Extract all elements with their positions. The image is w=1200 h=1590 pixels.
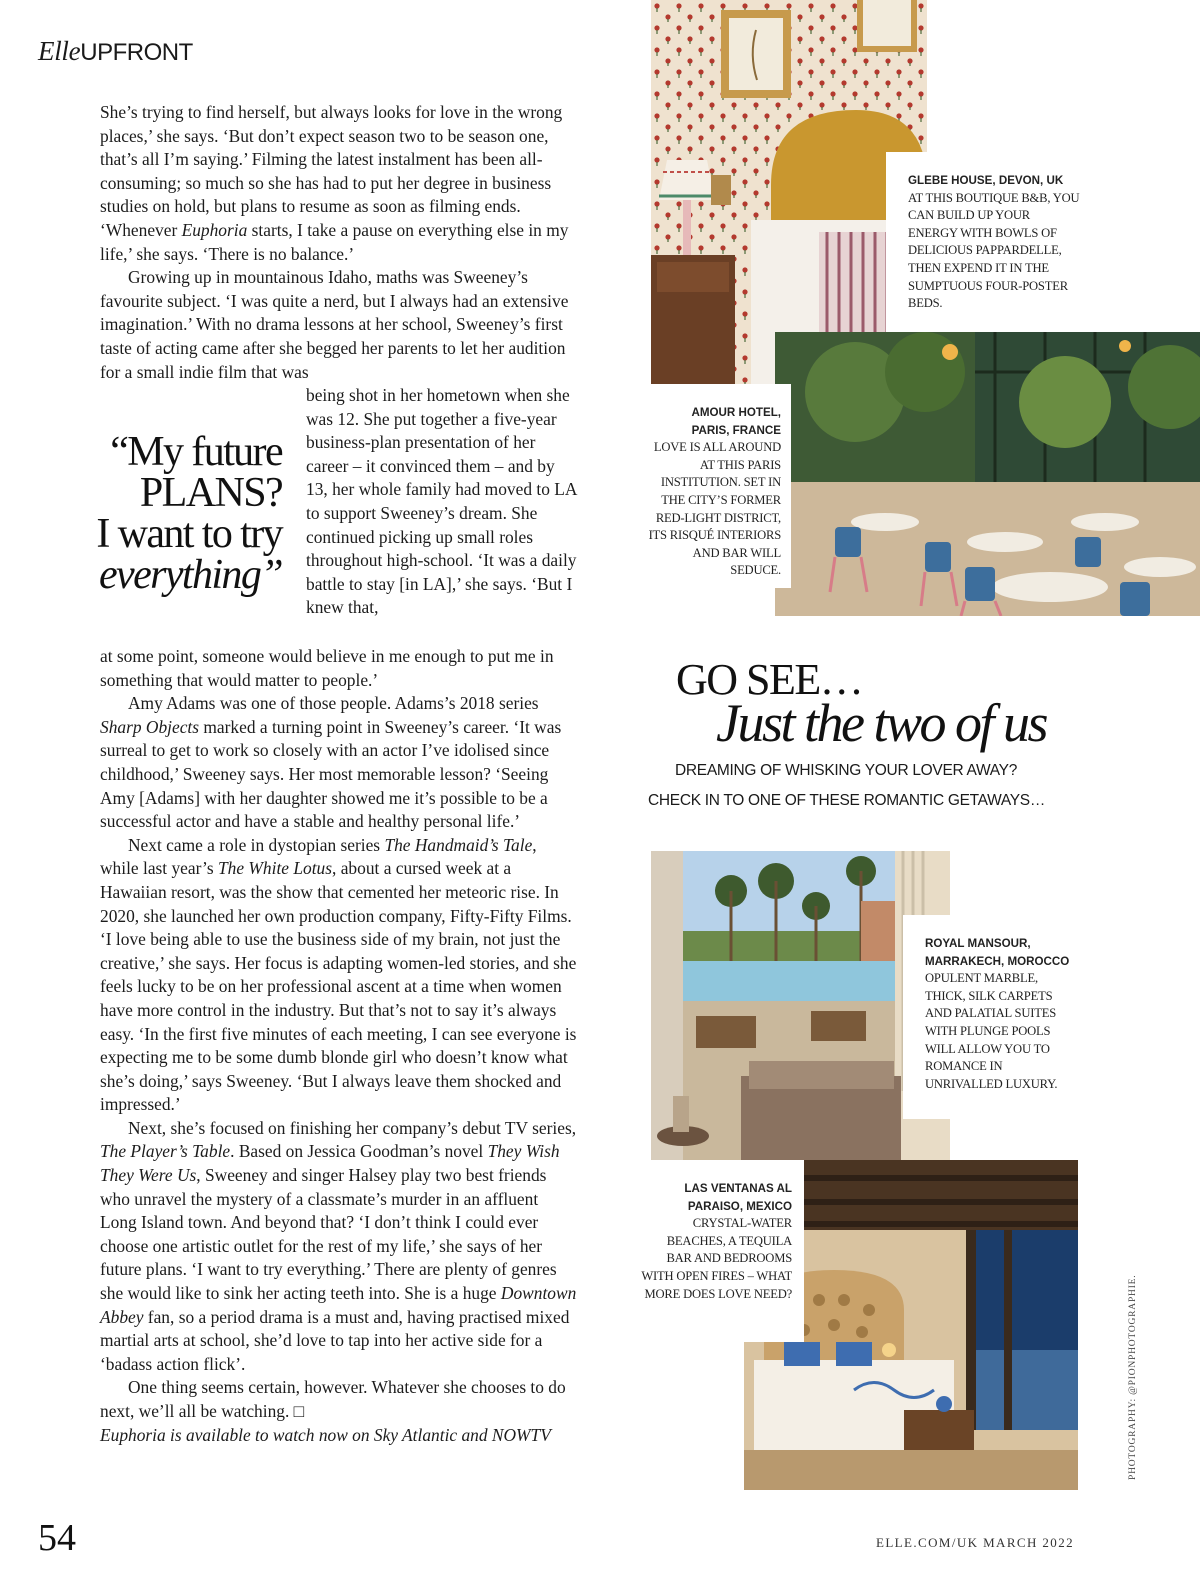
caption-las-ventanas: [640, 1160, 804, 1342]
publication-footer: ELLE.COM/UK MARCH 2022: [876, 1535, 1074, 1550]
end-mark: □: [293, 1401, 305, 1421]
caption-text: LOVE IS ALL AROUND AT THIS PARIS INSTITUTION. SET IN THE CITY’S FORMER RED-LIGHT DISTRICT, ITS RISQUÉ INTERIORS AND BAR WILL SEDUCE.: [648, 440, 781, 578]
pull-quote: “My future PLANS? I want to try everything”: [96, 429, 282, 598]
caption-title: PARAISO, MEXICO: [687, 1199, 792, 1213]
brand-name: Elle: [38, 36, 81, 66]
caption-text: CRYSTAL-WATER BEACHES, A TEQUILA BAR AND BEDROOMS WITH OPEN FIRES – WHAT MORE DOES LOVE NEED?: [641, 1216, 792, 1301]
feature-deck-line-2: CHECK IN TO ONE OF THESE ROMANTIC GETAWAYS…: [648, 792, 1046, 809]
section-name: UPFRONT: [80, 39, 193, 66]
article-column-bottom: [100, 645, 578, 1447]
article-column-narrow: [306, 384, 578, 620]
caption-glebe-house: [886, 152, 1200, 340]
feature-title: GO SEE…: [676, 655, 863, 704]
caption-title: GLEBE HOUSE, DEVON, UK: [908, 174, 1064, 187]
article-paragraph: One thing seems certain, however. Whatever she chooses to do next, we’ll all be watching. □: [100, 1377, 566, 1421]
caption-title: MARRAKECH, MOROCCO: [925, 954, 1070, 968]
caption-amour-hotel: [640, 384, 791, 588]
article-paragraph: Next came a role in dystopian series The Handmaid’s Tale, while last year’s The White Lotus, about a cursed week at a Hawaiian resort, was the show that cemented her meteoric rise. In 2020, she launched her own production company, Fifty-Fifty Films. ‘I love being able to use the business side of my brain, not just the creative,’ she says. Her focus is adapting women-led stories, and she feels lucky to be on her professional ascent at a time when women have more control in the industry. But that’s not to say it’s always easy. ‘In the first five minutes of each meeting, I can see everyone is expecting me to be some dumb blonde girl who doesn’t know what she’s doing,’ says Sweeney. ‘But I always leave them shocked and impressed.’: [100, 834, 577, 1115]
caption-title: ROYAL MANSOUR,: [925, 937, 1031, 950]
photo-credit: PHOTOGRAPHY: @PIONPHOTOGRAPHIE.: [1128, 1274, 1138, 1480]
article-paragraph: at some point, someone would believe in me enough to put me in something that would matter to people.’: [100, 646, 554, 690]
article-paragraph: being shot in her hometown when she was 12. She put together a five-year business-plan presentation of her career – it convinced them – and by 13, her whole family had moved to LA to support Sweeney’s dream. She continued picking up small roles throughout high-school. ‘It was a daily battle to stay [in LA],’ she says. ‘But I knew that,: [306, 385, 577, 618]
article-paragraph: Amy Adams was one of those people. Adams’s 2018 series Sharp Objects marked a turning point in Sweeney’s career. ‘It was surreal to get to work so closely with an actor I’ve idolised since childhood,’ Sweeney says. Her most memorable lesson? ‘Seeing Amy [Adams] with her daughter showed me it’s possible to be a successful actor and have a stable and healthy personal life.’: [100, 693, 562, 832]
caption-title: AMOUR HOTEL,: [691, 406, 781, 419]
section-header: [38, 36, 193, 67]
caption-title: LAS VENTANAS AL: [684, 1182, 792, 1195]
article-paragraph: Next, she’s focused on finishing her company’s debut TV series, The Player’s Table. Based on Jessica Goodman’s novel They Wish They Were Us, Sweeney and singer Halsey play two best friends who unravel the mystery of a classmate’s murder in an affluent Long Island town. And beyond that? ‘I don’t think I could ever choose one artistic outlet for the rest of my life,’ she says of her future plans. ‘I want to try everything.’ There are plenty of genres she would like to sink her acting teeth into. She is a huge Downtown Abbey fan, so a period drama is a must and, having practised mixed martial arts at school, she’d love to tap into her active side for a ‘badass action flick’.: [100, 1117, 577, 1374]
caption-title: PARIS, FRANCE: [691, 423, 781, 437]
photo-amour-hotel: [775, 332, 1200, 616]
caption-text: OPULENT MARBLE, THICK, SILK CARPETS AND PALATIAL SUITES WITH PLUNGE POOLS WILL ALLOW YOU TO ROMANCE IN UNRIVALLED LUXURY.: [925, 971, 1058, 1091]
article-column-top: [100, 101, 578, 384]
article-paragraph: She’s trying to find herself, but always looks for love in the wrong places,’ she says. ‘But don’t expect season two to be season one, that’s all I’m saying.’ Filming the latest instalment has been all-consuming; so much so she has had to put her degree in business studies on hold, but plans to resume as soon as filming ends. ‘Whenever Euphoria starts, I take a pause on everything else in my life,’ she says. ‘There is no balance.’: [100, 102, 569, 264]
article-tagline: Euphoria is available to watch now on Sky Atlantic and NOWTV: [100, 1424, 551, 1445]
feature-subtitle: Just the two of us: [716, 693, 1046, 753]
article-paragraph: Growing up in mountainous Idaho, maths was Sweeney’s favourite subject. ‘I was quite a nerd, but I always had an extensive imagination.’ With no drama lessons at her school, Sweeney’s first taste of acting came after she begged her parents to let her audition for a small indie film that was: [100, 267, 569, 382]
feature-deck-line-1: DREAMING OF WHISKING YOUR LOVER AWAY?: [675, 762, 1018, 779]
page-number: 54: [38, 1517, 76, 1559]
caption-royal-mansour: [903, 915, 1081, 1119]
caption-text: AT THIS BOUTIQUE B&B, YOU CAN BUILD UP YOUR ENERGY WITH BOWLS OF DELICIOUS PAPPARDELLE, THEN EXPEND IT IN THE SUMPTUOUS FOUR-POSTER BEDS.: [908, 190, 1080, 311]
